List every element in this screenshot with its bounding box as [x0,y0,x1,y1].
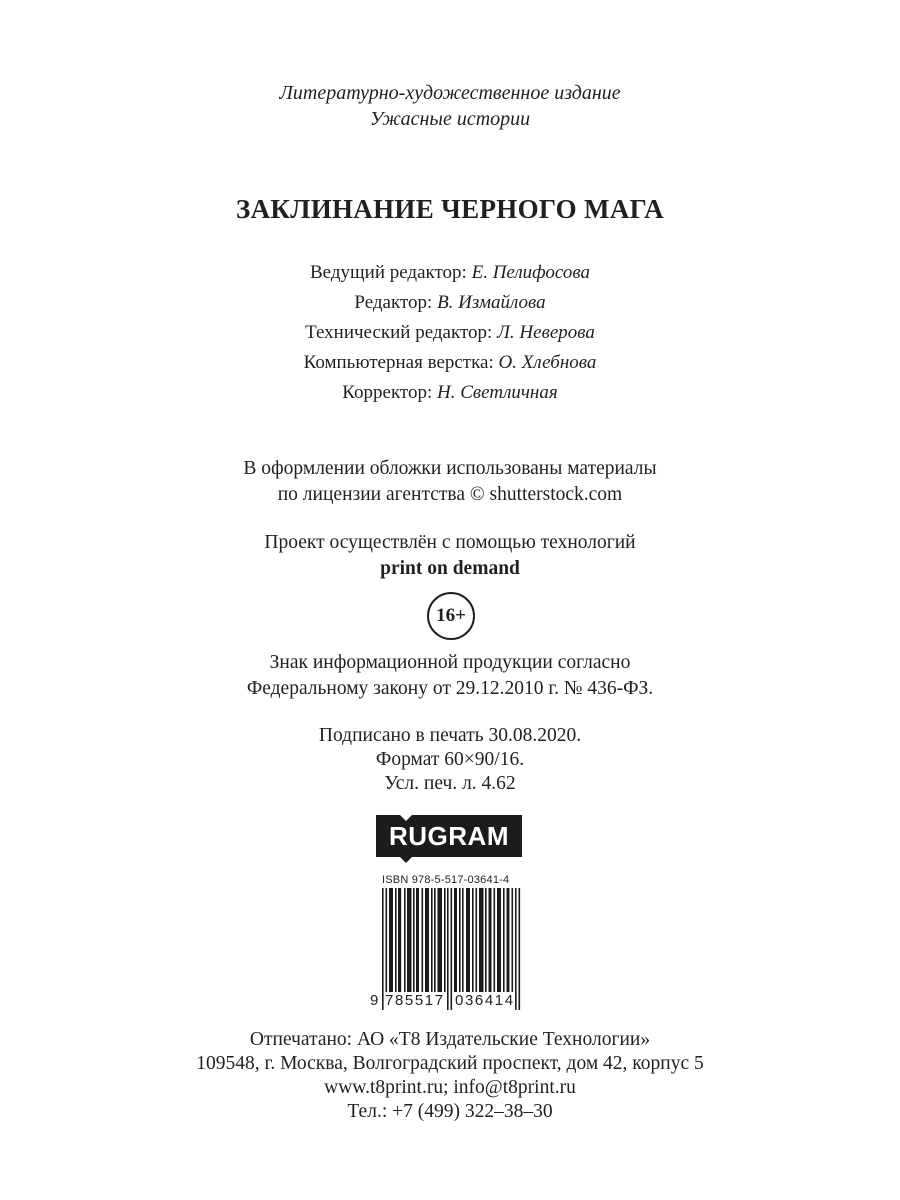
print-on-demand-label: print on demand [380,558,520,579]
cover-note-line: В оформлении обложки использованы материалы [243,458,657,479]
cover-note [0,456,900,508]
credit-name: Н. Светличная [437,382,558,403]
isbn-label: ISBN 978-5-517-03641-4 [382,874,510,886]
credit-role: Корректор: [342,382,438,403]
book-title: ЗАКЛИНАНИЕ ЧЕРНОГО МАГА [236,194,664,224]
credit-item [0,258,900,288]
print-info [0,724,900,796]
barcode-digits-left: 785517 [385,992,445,1009]
credit-item [0,348,900,378]
rugram-logo [376,815,522,857]
credit-item [0,318,900,348]
credit-name: Л. Неверова [497,322,595,343]
printer-info [0,1028,900,1124]
logo-text: RUGRAM [389,820,509,851]
credit-item [0,378,900,408]
credit-item [0,288,900,318]
credit-role: Технический редактор: [305,322,498,343]
series-name: Ужасные истории [369,108,531,130]
barcode-digits-right: 036414 [455,992,515,1009]
age-rating-badge [427,592,475,640]
credit-role: Редактор: [354,292,438,313]
barcode-digit-first: 9 [370,992,379,1009]
credit-role: Компьютерная верстка: [303,352,499,373]
age-rating-text: 16+ [436,605,466,626]
law-note-line: Знак информационной продукции согласно [269,652,631,673]
signed-date: Подписано в печать 30.08.2020. [318,725,582,746]
logo-notch-icon [400,857,412,863]
printer-web: www.t8print.ru; info@t8print.ru [324,1077,576,1098]
project-note-line: Проект осуществлён с помощью технологий [264,532,636,553]
law-note-line: Федеральному закону от 29.12.2010 г. № 436-ФЗ. [246,678,654,699]
printer-address: 109548, г. Москва, Волгоградский проспект, дом 42, корпус 5 [196,1053,704,1074]
printer-phone: Тел.: +7 (499) 322–38–30 [347,1101,553,1122]
law-note [0,650,900,702]
credit-name: В. Измайлова [437,292,546,313]
credits-list [0,258,900,408]
print-sheets: Усл. печ. л. 4.62 [384,773,516,794]
book-format: Формат 60×90/16. [375,749,525,770]
credit-name: Е. Пелифосова [471,262,590,283]
cover-note-line: по лицензии агентства © shutterstock.com [277,484,623,505]
credit-name: О. Хлебнова [498,352,597,373]
project-note [0,530,900,582]
edition-type: Литературно-художественное издание [279,82,621,104]
printer-name: Отпечатано: АО «Т8 Издательские Технологии» [249,1029,651,1050]
credit-role: Ведущий редактор: [310,262,472,283]
series-info [0,80,900,132]
logo-notch-icon [400,815,412,821]
